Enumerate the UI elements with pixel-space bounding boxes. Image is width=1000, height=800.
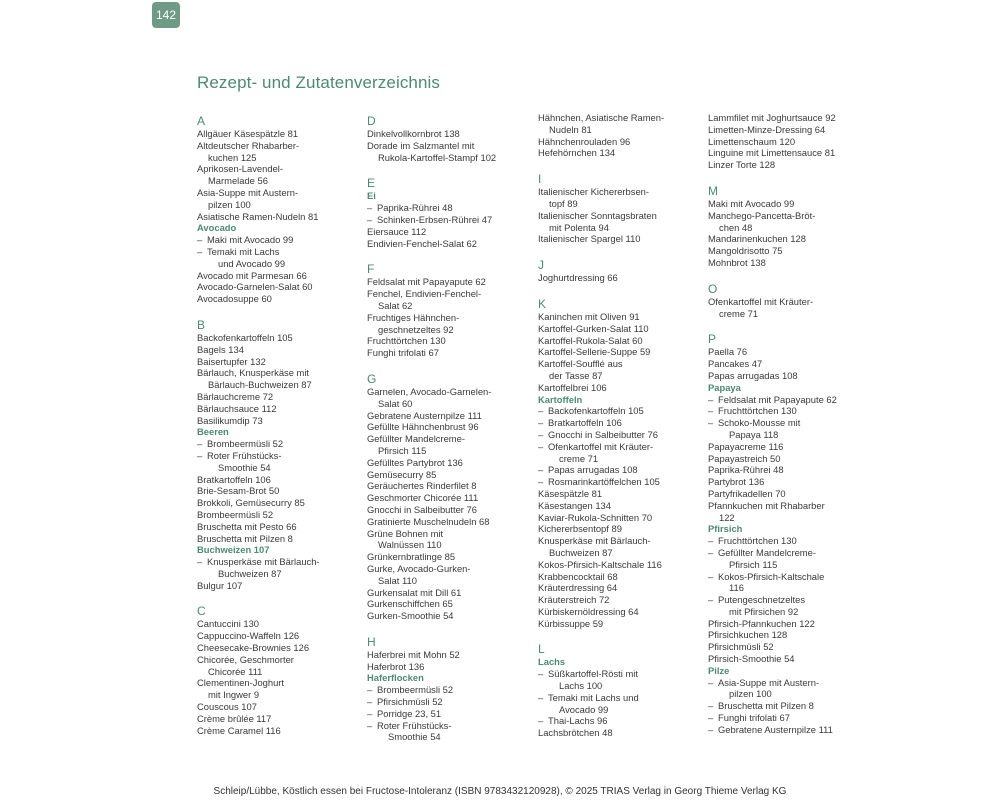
index-entry: und Avocado 99 — [218, 257, 286, 269]
index-section — [367, 633, 527, 743]
index-entry: – Schinken-Erbsen-Rührei 47 — [367, 214, 527, 226]
index-entry: Manchego-Pancetta-Bröt- — [708, 209, 816, 221]
index-entry: Gratinierte Muschelnudeln 68 — [367, 515, 490, 527]
index-entry: – Maki mit Avocado 99 — [197, 234, 357, 246]
index-entry: Rukola-Kartoffel-Stampf 102 — [378, 151, 497, 163]
index-letter-heading: M — [708, 183, 718, 198]
index-entry: Bärlauchcreme 72 — [197, 390, 274, 402]
index-entry: Couscous 107 — [197, 701, 257, 713]
index-entry: – Feldsalat mit Papayapute 62 — [708, 394, 868, 406]
index-entry: – Bruschetta mit Pilzen 8 — [708, 700, 868, 712]
index-entry: Kartoffel-Rukola-Salat 60 — [538, 334, 643, 346]
index-entry: Pfirsich-Smoothie 54 — [708, 653, 795, 665]
index-category: Pfirsich — [708, 523, 743, 535]
index-category: Haferflocken — [367, 672, 424, 684]
index-entry: Eiersauce 112 — [367, 225, 427, 237]
index-entry: Funghi trifolati 67 — [367, 347, 439, 359]
index-entry: creme 71 — [559, 452, 599, 464]
index-entry: Paprika-Rührei 48 — [708, 464, 784, 476]
page-title: Rezept- und Zutatenverzeichnis — [197, 73, 441, 92]
index-entry: Baisertupfer 132 — [197, 355, 266, 367]
index-category: Lachs — [538, 656, 566, 668]
index-letter-heading: I — [538, 172, 542, 187]
index-section — [708, 280, 868, 320]
index-entry: Kaviar-Rukola-Schnitten 70 — [538, 511, 653, 523]
index-category: Beeren — [197, 426, 229, 438]
index-category: Pilze — [708, 664, 730, 676]
index-entry: Linguine mit Limettensauce 81 — [708, 147, 836, 159]
index-entry: Lachs 100 — [559, 680, 603, 692]
index-letter-heading: E — [367, 176, 376, 191]
index-entry: Kürbissuppe 59 — [538, 617, 604, 629]
index-entry: Aprikosen-Lavendel- — [197, 163, 283, 175]
index-entry: – Backofenkartoffeln 105 — [538, 405, 698, 417]
index-entry: Walnüssen 110 — [378, 539, 442, 551]
index-entry: Käsestangen 134 — [538, 499, 611, 511]
index-column-4 — [708, 112, 868, 747]
index-entry: – Rosmarinkartöffelchen 105 — [538, 476, 698, 488]
index-entry: – Roter Frühstücks- — [367, 720, 527, 732]
index-entry: Hähnchen, Asiatische Ramen- — [538, 112, 665, 123]
index-entry: Pfirsich 115 — [729, 558, 778, 570]
index-letter-heading: B — [197, 317, 206, 332]
index-section — [538, 295, 698, 630]
index-letter-heading: A — [197, 114, 206, 128]
index-entry: Partyfrikadellen 70 — [708, 487, 786, 499]
index-entry: – Temaki mit Lachs — [197, 246, 357, 258]
index-entry: – Knusperkäse mit Bärlauch- — [197, 556, 357, 568]
index-entry: Buchweizen 87 — [218, 567, 282, 579]
index-entry: Limetten-Minze-Dressing 64 — [708, 123, 826, 135]
index-entry: Salat 110 — [378, 574, 417, 586]
index-entry: Kartoffel-Sellerie-Suppe 59 — [538, 346, 651, 358]
index-category: Kartoffeln — [538, 393, 583, 405]
index-category: Buchweizen 107 — [197, 544, 270, 556]
index-category: Papaya — [708, 381, 741, 393]
index-entry: Kaninchen mit Oliven 91 — [538, 310, 640, 322]
index-section — [708, 330, 868, 735]
index-letter-heading: K — [538, 296, 547, 311]
index-entry: Bruschetta mit Pilzen 8 — [197, 532, 293, 544]
index-entry: Partybrot 136 — [708, 476, 765, 488]
index-entry: kuchen 125 — [208, 151, 257, 163]
index-column-2 — [367, 112, 527, 754]
index-entry: Bagels 134 — [197, 343, 244, 355]
index-entry: Pfannkuchen mit Rhabarber — [708, 499, 825, 511]
index-entry: Haferbrei mit Mohn 52 — [367, 648, 460, 660]
index-letter-heading: G — [367, 371, 377, 386]
index-entry: Hefehörnchen 134 — [538, 147, 616, 159]
index-entry: Fruchtiges Hähnchen- — [367, 311, 460, 323]
index-section — [538, 112, 698, 159]
index-entry: Chicorée, Geschmorter — [197, 653, 294, 665]
index-entry: Gefüllte Hähnchenbrust 96 — [367, 421, 479, 433]
index-entry: 122 — [719, 511, 735, 523]
index-entry: Basilikumdip 73 — [197, 414, 263, 426]
index-entry: Geräuchertes Rinderfilet 8 — [367, 480, 477, 492]
footer-citation: Schleip/Lübbe, Köstlich essen bei Fructose-Intoleranz (ISBN 9783432120928), © 2025 TRIAS Verlag in Georg Thieme Verlag KG — [213, 786, 787, 797]
index-entry: Gurken-Smoothie 54 — [367, 610, 454, 622]
index-entry: pilzen 100 — [729, 688, 772, 700]
index-entry: Bratkartoffeln 106 — [197, 473, 271, 485]
index-entry: Marmelade 56 — [208, 175, 268, 187]
index-entry: Krabbencocktail 68 — [538, 570, 618, 582]
index-entry: Italienischer Sonntagsbraten — [538, 209, 657, 221]
index-letter-heading: F — [367, 262, 375, 277]
index-entry: Gurkenschiffchen 65 — [367, 598, 453, 610]
index-entry: Avocadosuppe 60 — [197, 293, 272, 305]
index-entry: Linzer Torte 128 — [708, 159, 776, 171]
index-entry: Papayastreich 50 — [708, 452, 781, 464]
index-section — [197, 602, 357, 736]
index-entry: Kartoffelbrei 106 — [538, 381, 607, 393]
index-entry: Brie-Sesam-Brot 50 — [197, 485, 280, 497]
index-entry: – Thai-Lachs 96 — [538, 715, 698, 727]
index-entry: Kartoffel-Soufflé aus — [538, 358, 623, 370]
index-entry: Asiatische Ramen-Nudeln 81 — [197, 210, 319, 222]
index-entry: Salat 62 — [378, 299, 413, 311]
index-entry: Nudeln 81 — [549, 123, 592, 135]
index-entry: – Ofenkartoffel mit Kräuter- — [538, 441, 698, 453]
index-entry: Asia-Suppe mit Austern- — [197, 186, 299, 198]
index-category: Avocado — [197, 222, 237, 234]
index-entry: – Schoko-Mousse mit — [708, 417, 868, 429]
index-entry: pilzen 100 — [208, 198, 251, 210]
index-entry: Pancakes 47 — [708, 358, 763, 370]
index-entry: Brombeermüsli 52 — [197, 508, 274, 520]
index-entry: Pfirsichkuchen 128 — [708, 629, 788, 641]
index-entry: Bulgur 107 — [197, 579, 243, 591]
index-entry: Pfirsich-Pfannkuchen 122 — [708, 617, 815, 629]
index-entry: Backofenkartoffeln 105 — [197, 331, 293, 343]
index-entry: Mohnbrot 138 — [708, 256, 766, 268]
index-entry: creme 71 — [719, 307, 759, 319]
index-letter-heading: P — [708, 332, 717, 347]
index-entry: – Roter Frühstücks- — [197, 450, 357, 462]
index-entry: – Gefüllter Mandelcreme- — [708, 547, 868, 559]
index-entry: Endivien-Fenchel-Salat 62 — [367, 237, 477, 249]
index-section — [538, 256, 698, 284]
index-entry: – Papas arrugadas 108 — [538, 464, 698, 476]
index-entry: – Fruchttörtchen 130 — [708, 405, 868, 417]
page-number-badge: 142 — [152, 2, 180, 28]
index-entry: Haferbrot 136 — [367, 660, 425, 672]
index-section — [197, 316, 357, 592]
index-section — [367, 174, 527, 249]
index-entry: Cantuccini 130 — [197, 618, 260, 630]
index-entry: Cappuccino-Waffeln 126 — [197, 630, 300, 642]
index-entry: Avocado 99 — [559, 703, 609, 715]
index-entry: Kürbiskernöldressing 64 — [538, 605, 639, 617]
index-entry: chen 48 — [719, 221, 753, 233]
index-entry: Avocado mit Parmesan 66 — [197, 269, 307, 281]
index-column-3 — [538, 112, 698, 750]
index-entry: Paella 76 — [708, 346, 748, 358]
index-letter-heading: L — [538, 642, 545, 657]
index-section — [708, 112, 868, 171]
index-category: Ei — [367, 190, 376, 202]
index-entry: Altdeutscher Rhabarber- — [197, 139, 300, 151]
index-entry: Gemüsecurry 85 — [367, 468, 437, 480]
index-entry: Gurke, Avocado-Gurken- — [367, 562, 471, 574]
index-entry: Kräuterstreich 72 — [538, 594, 610, 606]
index-entry: Papaya 118 — [729, 428, 779, 440]
index-entry: – Asia-Suppe mit Austern- — [708, 677, 868, 689]
index-entry: Smoothie 54 — [218, 461, 271, 473]
index-entry: – Temaki mit Lachs und — [538, 692, 698, 704]
index-section — [367, 112, 527, 163]
index-section — [538, 640, 698, 739]
index-entry: Ofenkartoffel mit Kräuter- — [708, 295, 814, 307]
index-letter-heading: C — [197, 604, 206, 619]
index-section — [538, 170, 698, 245]
index-entry: Italienischer Kichererbsen- — [538, 186, 649, 198]
index-entry: – Brombeermüsli 52 — [367, 684, 527, 696]
index-entry: Crème Caramel 116 — [197, 724, 281, 736]
index-entry: Dinkelvollkornbrot 138 — [367, 128, 460, 139]
index-entry: Kichererbsentopf 89 — [538, 523, 622, 535]
index-entry: Lachsbrötchen 48 — [538, 727, 613, 739]
index-entry: – Funghi trifolati 67 — [708, 712, 868, 724]
index-entry: Dorade im Salzmantel mit — [367, 139, 475, 151]
index-entry: Gurkensalat mit Dill 61 — [367, 586, 462, 598]
index-entry: Grünkernbratlinge 85 — [367, 551, 456, 563]
index-entry: 116 — [729, 582, 744, 594]
index-entry: Käsespätzle 81 — [538, 487, 603, 499]
index-entry: Avocado-Garnelen-Salat 60 — [197, 281, 313, 293]
index-entry: Gebratene Austernpilze 111 — [367, 409, 482, 421]
index-entry: der Tasse 87 — [549, 369, 603, 381]
index-entry: – Putengeschnetzeltes — [708, 594, 868, 606]
index-section — [708, 182, 868, 269]
index-entry: Bruschetta mit Pesto 66 — [197, 520, 297, 532]
index-letter-heading: H — [367, 634, 376, 649]
index-entry: Papas arrugadas 108 — [708, 369, 798, 381]
index-entry: Kartoffel-Gurken-Salat 110 — [538, 322, 649, 334]
index-entry: Allgäuer Käsespätzle 81 — [197, 128, 299, 139]
index-entry: – Süßkartoffel-Rösti mit — [538, 668, 698, 680]
index-entry: – Gnocchi in Salbeibutter 76 — [538, 429, 698, 441]
index-entry: Garnelen, Avocado-Garnelen- — [367, 385, 492, 397]
index-entry: geschnetzeltes 92 — [378, 323, 454, 335]
index-entry: Pfirsich 115 — [378, 444, 427, 456]
index-entry: Smoothie 54 — [388, 731, 441, 743]
index-entry: Papayacreme 116 — [708, 440, 784, 452]
index-entry: Mandarinenkuchen 128 — [708, 233, 806, 245]
index-entry: Bärlauch, Knusperkäse mit — [197, 367, 310, 379]
index-entry: mit Ingwer 9 — [208, 689, 260, 701]
index-section — [367, 260, 527, 359]
index-entry: Pfirsichmüsli 52 — [708, 641, 774, 653]
index-column-1 — [197, 112, 357, 747]
index-entry: Geschmorter Chicorée 111 — [367, 492, 479, 504]
index-entry: Fenchel, Endivien-Fenchel- — [367, 288, 482, 300]
index-entry: – Kokos-Pfirsich-Kaltschale — [708, 571, 868, 583]
index-section — [367, 370, 527, 622]
index-entry: topf 89 — [549, 197, 578, 209]
index-entry: – Paprika-Rührei 48 — [367, 202, 527, 214]
index-entry: Kokos-Pfirsich-Kaltschale 116 — [538, 558, 662, 570]
index-entry: – Brombeermüsli 52 — [197, 438, 357, 450]
index-entry: Fruchttörtchen 130 — [367, 335, 446, 347]
index-letter-heading: J — [538, 258, 544, 273]
index-entry: Hähnchenrouladen 96 — [538, 135, 631, 147]
index-section — [197, 112, 357, 305]
index-entry: – Bratkartoffeln 106 — [538, 417, 698, 429]
index-entry: Gnocchi in Salbeibutter 76 — [367, 503, 477, 515]
index-entry: mit Polenta 94 — [549, 221, 609, 233]
index-entry: Bärlauch-Buchweizen 87 — [208, 379, 312, 391]
index-entry: Maki mit Avocado 99 — [708, 197, 795, 209]
index-entry: Buchweizen 87 — [549, 546, 613, 558]
index-entry: Bärlauchsauce 112 — [197, 402, 277, 414]
index-entry: Grüne Bohnen mit — [367, 527, 444, 539]
index-entry: Lammfilet mit Joghurtsauce 92 — [708, 112, 836, 123]
index-entry: – Pfirsichmüsli 52 — [367, 696, 527, 708]
index-entry: Italienischer Spargel 110 — [538, 233, 641, 245]
index-entry: – Gebratene Austernpilze 111 — [708, 724, 868, 736]
index-entry: – Porridge 23, 51 — [367, 708, 527, 720]
index-entry: Mangoldrisotto 75 — [708, 245, 783, 257]
index-entry: Crème brûlée 117 — [197, 712, 272, 724]
index-entry: Salat 60 — [378, 397, 413, 409]
index-entry: Feldsalat mit Papayapute 62 — [367, 276, 486, 288]
index-entry: Gefüllter Mandelcreme- — [367, 433, 465, 445]
index-letter-heading: O — [708, 281, 718, 296]
index-entry: Clementinen-Joghurt — [197, 677, 285, 689]
index-entry: – Fruchttörtchen 130 — [708, 535, 868, 547]
index-entry: mit Pfirsichen 92 — [729, 605, 799, 617]
index-entry: Limettenschaum 120 — [708, 135, 796, 147]
index-letter-heading: D — [367, 114, 376, 128]
index-entry: Joghurtdressing 66 — [538, 272, 618, 284]
index-entry: Gefülltes Partybrot 136 — [367, 456, 463, 468]
index-entry: Brokkoli, Gemüsecurry 85 — [197, 497, 305, 509]
index-entry: Cheesecake-Brownies 126 — [197, 642, 310, 654]
index-entry: Kräuterdressing 64 — [538, 582, 618, 594]
index-entry: Chicorée 111 — [208, 665, 263, 677]
index-entry: Knusperkäse mit Bärlauch- — [538, 535, 651, 547]
